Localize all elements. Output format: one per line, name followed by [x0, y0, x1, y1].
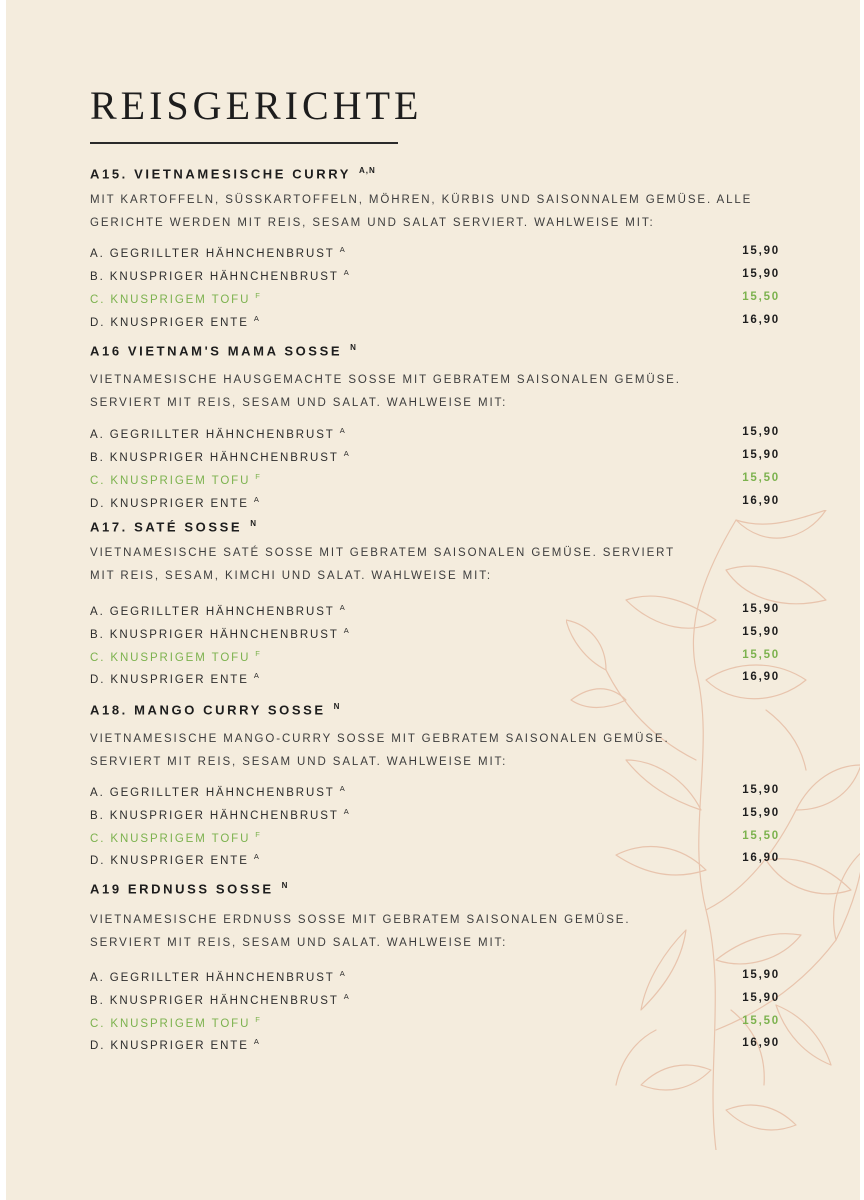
menu-item-knusprigem-tofu	[90, 1015, 780, 1031]
item-price: 15,90	[742, 784, 780, 796]
item-label: A. GEGRILLTER HÄHNCHENBRUST	[90, 786, 335, 799]
item-allergen: A	[339, 603, 345, 612]
item-allergen: A	[253, 1037, 259, 1046]
dish-description-line: VIETNAMESISCHE HAUSGEMACHTE SOSSE MIT GEBRATEM SAISONALEN GEMÜSE.	[90, 374, 681, 386]
item-allergen: A	[253, 495, 259, 504]
item-allergen: F	[255, 649, 260, 658]
allergen-code: N	[281, 881, 289, 890]
item-label: B. KNUSPRIGER HÄHNCHENBRUST	[90, 270, 339, 283]
allergen-code: N	[333, 702, 341, 711]
item-price: 15,50	[742, 830, 780, 842]
item-label: D. KNUSPRIGER ENTE	[90, 497, 249, 510]
dish-description-line: MIT REIS, SESAM, KIMCHI UND SALAT. WAHLWEISE MIT:	[90, 570, 492, 582]
dish-description-line: SERVIERT MIT REIS, SESAM UND SALAT. WAHLWEISE MIT:	[90, 756, 508, 768]
item-label: B. KNUSPRIGER HÄHNCHENBRUST	[90, 809, 339, 822]
item-label: B. KNUSPRIGER HÄHNCHENBRUST	[90, 628, 339, 641]
item-label-wrap	[90, 784, 345, 799]
dish-description-line: VIETNAMESISCHE MANGO-CURRY SOSSE MIT GEBRATEM SAISONALEN GEMÜSE.	[90, 733, 670, 745]
item-label: B. KNUSPRIGER HÄHNCHENBRUST	[90, 994, 339, 1007]
dish-code: A18.	[90, 702, 128, 718]
menu-item-knuspriger-ente	[90, 495, 780, 511]
item-allergen: A	[339, 784, 345, 793]
item-label-wrap	[90, 671, 259, 686]
item-price: 15,90	[742, 268, 780, 280]
item-label-wrap	[90, 969, 345, 984]
item-label-wrap	[90, 830, 260, 845]
item-label-wrap	[90, 291, 260, 306]
page-title: REISGERICHTE	[90, 83, 423, 128]
menu-item-knuspriger-haehnchenbrust	[90, 992, 780, 1008]
item-price: 16,90	[742, 671, 780, 683]
item-price: 15,90	[742, 426, 780, 438]
item-allergen: A	[343, 807, 349, 816]
item-price: 16,90	[742, 314, 780, 326]
dish-code: A17.	[90, 519, 128, 535]
item-allergen: F	[255, 830, 260, 839]
dish-code: A19	[90, 881, 122, 897]
menu-item-knuspriger-ente	[90, 671, 780, 687]
section-heading	[90, 166, 376, 181]
item-allergen: A	[343, 449, 349, 458]
dish-name: SATÉ SOSSE	[134, 519, 243, 535]
section-heading	[90, 519, 257, 534]
menu-item-knuspriger-haehnchenbrust	[90, 268, 780, 284]
item-label: B. KNUSPRIGER HÄHNCHENBRUST	[90, 451, 339, 464]
item-label: D. KNUSPRIGER ENTE	[90, 854, 249, 867]
menu-item-knuspriger-haehnchenbrust	[90, 449, 780, 465]
menu-item-gegrillter-haehnchenbrust	[90, 603, 780, 619]
dish-description-line: GERICHTE WERDEN MIT REIS, SESAM UND SALAT SERVIERT. WAHLWEISE MIT:	[90, 217, 655, 229]
item-price: 15,90	[742, 992, 780, 1004]
item-label-wrap	[90, 472, 260, 487]
item-label-wrap	[90, 603, 345, 618]
item-allergen: A	[339, 426, 345, 435]
item-allergen: A	[343, 268, 349, 277]
menu-item-knuspriger-haehnchenbrust	[90, 626, 780, 642]
item-label: D. KNUSPRIGER ENTE	[90, 316, 249, 329]
item-label-wrap	[90, 495, 259, 510]
item-label: A. GEGRILLTER HÄHNCHENBRUST	[90, 247, 335, 260]
item-allergen: A	[339, 969, 345, 978]
item-allergen: A	[339, 245, 345, 254]
menu-item-knuspriger-ente	[90, 852, 780, 868]
item-price: 15,90	[742, 626, 780, 638]
menu-item-knusprigem-tofu	[90, 291, 780, 307]
item-label: C. KNUSPRIGEM TOFU	[90, 832, 251, 845]
menu-item-knuspriger-ente	[90, 1037, 780, 1053]
allergen-code: N	[350, 343, 357, 352]
item-price: 15,50	[742, 1015, 780, 1027]
item-price: 15,50	[742, 649, 780, 661]
item-price: 15,90	[742, 449, 780, 461]
item-label-wrap	[90, 426, 345, 441]
dish-name: MANGO CURRY SOSSE	[134, 702, 326, 718]
item-label-wrap	[90, 245, 345, 260]
item-label: C. KNUSPRIGEM TOFU	[90, 651, 251, 664]
item-label: A. GEGRILLTER HÄHNCHENBRUST	[90, 971, 335, 984]
section-heading	[90, 702, 340, 717]
item-label-wrap	[90, 268, 349, 283]
item-label-wrap	[90, 807, 349, 822]
menu-item-knusprigem-tofu	[90, 472, 780, 488]
section-heading	[90, 343, 357, 358]
allergen-code: N	[250, 519, 257, 528]
item-label-wrap	[90, 314, 259, 329]
item-label-wrap	[90, 852, 259, 867]
title-underline	[90, 142, 398, 144]
item-allergen: A	[343, 992, 349, 1001]
item-label-wrap	[90, 626, 349, 641]
menu-item-knuspriger-ente	[90, 314, 780, 330]
item-label: D. KNUSPRIGER ENTE	[90, 1039, 249, 1052]
item-label-wrap	[90, 649, 260, 664]
item-allergen: F	[255, 291, 260, 300]
menu-item-knusprigem-tofu	[90, 649, 780, 665]
menu-item-knusprigem-tofu	[90, 830, 780, 846]
dish-code: A16	[90, 343, 122, 359]
item-allergen: F	[255, 1015, 260, 1024]
allergen-code: A,N	[359, 166, 376, 175]
item-price: 15,90	[742, 245, 780, 257]
item-price: 16,90	[742, 852, 780, 864]
item-price: 15,50	[742, 472, 780, 484]
menu-page	[6, 0, 860, 1200]
item-label-wrap	[90, 1037, 259, 1052]
menu-item-knuspriger-haehnchenbrust	[90, 807, 780, 823]
item-price: 16,90	[742, 1037, 780, 1049]
menu-item-gegrillter-haehnchenbrust	[90, 969, 780, 985]
menu-item-gegrillter-haehnchenbrust	[90, 784, 780, 800]
item-label: C. KNUSPRIGEM TOFU	[90, 293, 251, 306]
dish-description-line: SERVIERT MIT REIS, SESAM UND SALAT. WAHLWEISE MIT:	[90, 397, 508, 409]
item-allergen: A	[253, 852, 259, 861]
item-label-wrap	[90, 1015, 260, 1030]
item-label: A. GEGRILLTER HÄHNCHENBRUST	[90, 605, 335, 618]
item-price: 15,90	[742, 969, 780, 981]
item-label: A. GEGRILLTER HÄHNCHENBRUST	[90, 428, 335, 441]
item-allergen: A	[343, 626, 349, 635]
menu-item-gegrillter-haehnchenbrust	[90, 426, 780, 442]
dish-code: A15.	[90, 166, 128, 182]
item-label: C. KNUSPRIGEM TOFU	[90, 1017, 251, 1030]
item-price: 15,90	[742, 603, 780, 615]
item-allergen: A	[253, 314, 259, 323]
dish-description-line: VIETNAMESISCHE ERDNUSS SOSSE MIT GEBRATEM SAISONALEN GEMÜSE.	[90, 914, 631, 926]
item-label: D. KNUSPRIGER ENTE	[90, 673, 249, 686]
item-price: 16,90	[742, 495, 780, 507]
item-allergen: A	[253, 671, 259, 680]
dish-description-line: VIETNAMESISCHE SATÉ SOSSE MIT GEBRATEM SAISONALEN GEMÜSE. SERVIERT	[90, 547, 676, 559]
item-allergen: F	[255, 472, 260, 481]
item-price: 15,50	[742, 291, 780, 303]
menu-item-gegrillter-haehnchenbrust	[90, 245, 780, 261]
dish-description-line: MIT KARTOFFELN, SÜSSKARTOFFELN, MÖHREN, KÜRBIS UND SAISONNALEM GEMÜSE. ALLE	[90, 194, 753, 206]
item-price: 15,90	[742, 807, 780, 819]
item-label-wrap	[90, 449, 349, 464]
section-heading	[90, 881, 288, 896]
dish-name: VIETNAM'S MAMA SOSSE	[127, 343, 343, 359]
dish-description-line: SERVIERT MIT REIS, SESAM UND SALAT. WAHLWEISE MIT:	[90, 937, 508, 949]
dish-name: VIETNAMESISCHE CURRY	[134, 166, 352, 182]
item-label: C. KNUSPRIGEM TOFU	[90, 474, 251, 487]
dish-name: ERDNUSS SOSSE	[127, 881, 274, 897]
item-label-wrap	[90, 992, 349, 1007]
